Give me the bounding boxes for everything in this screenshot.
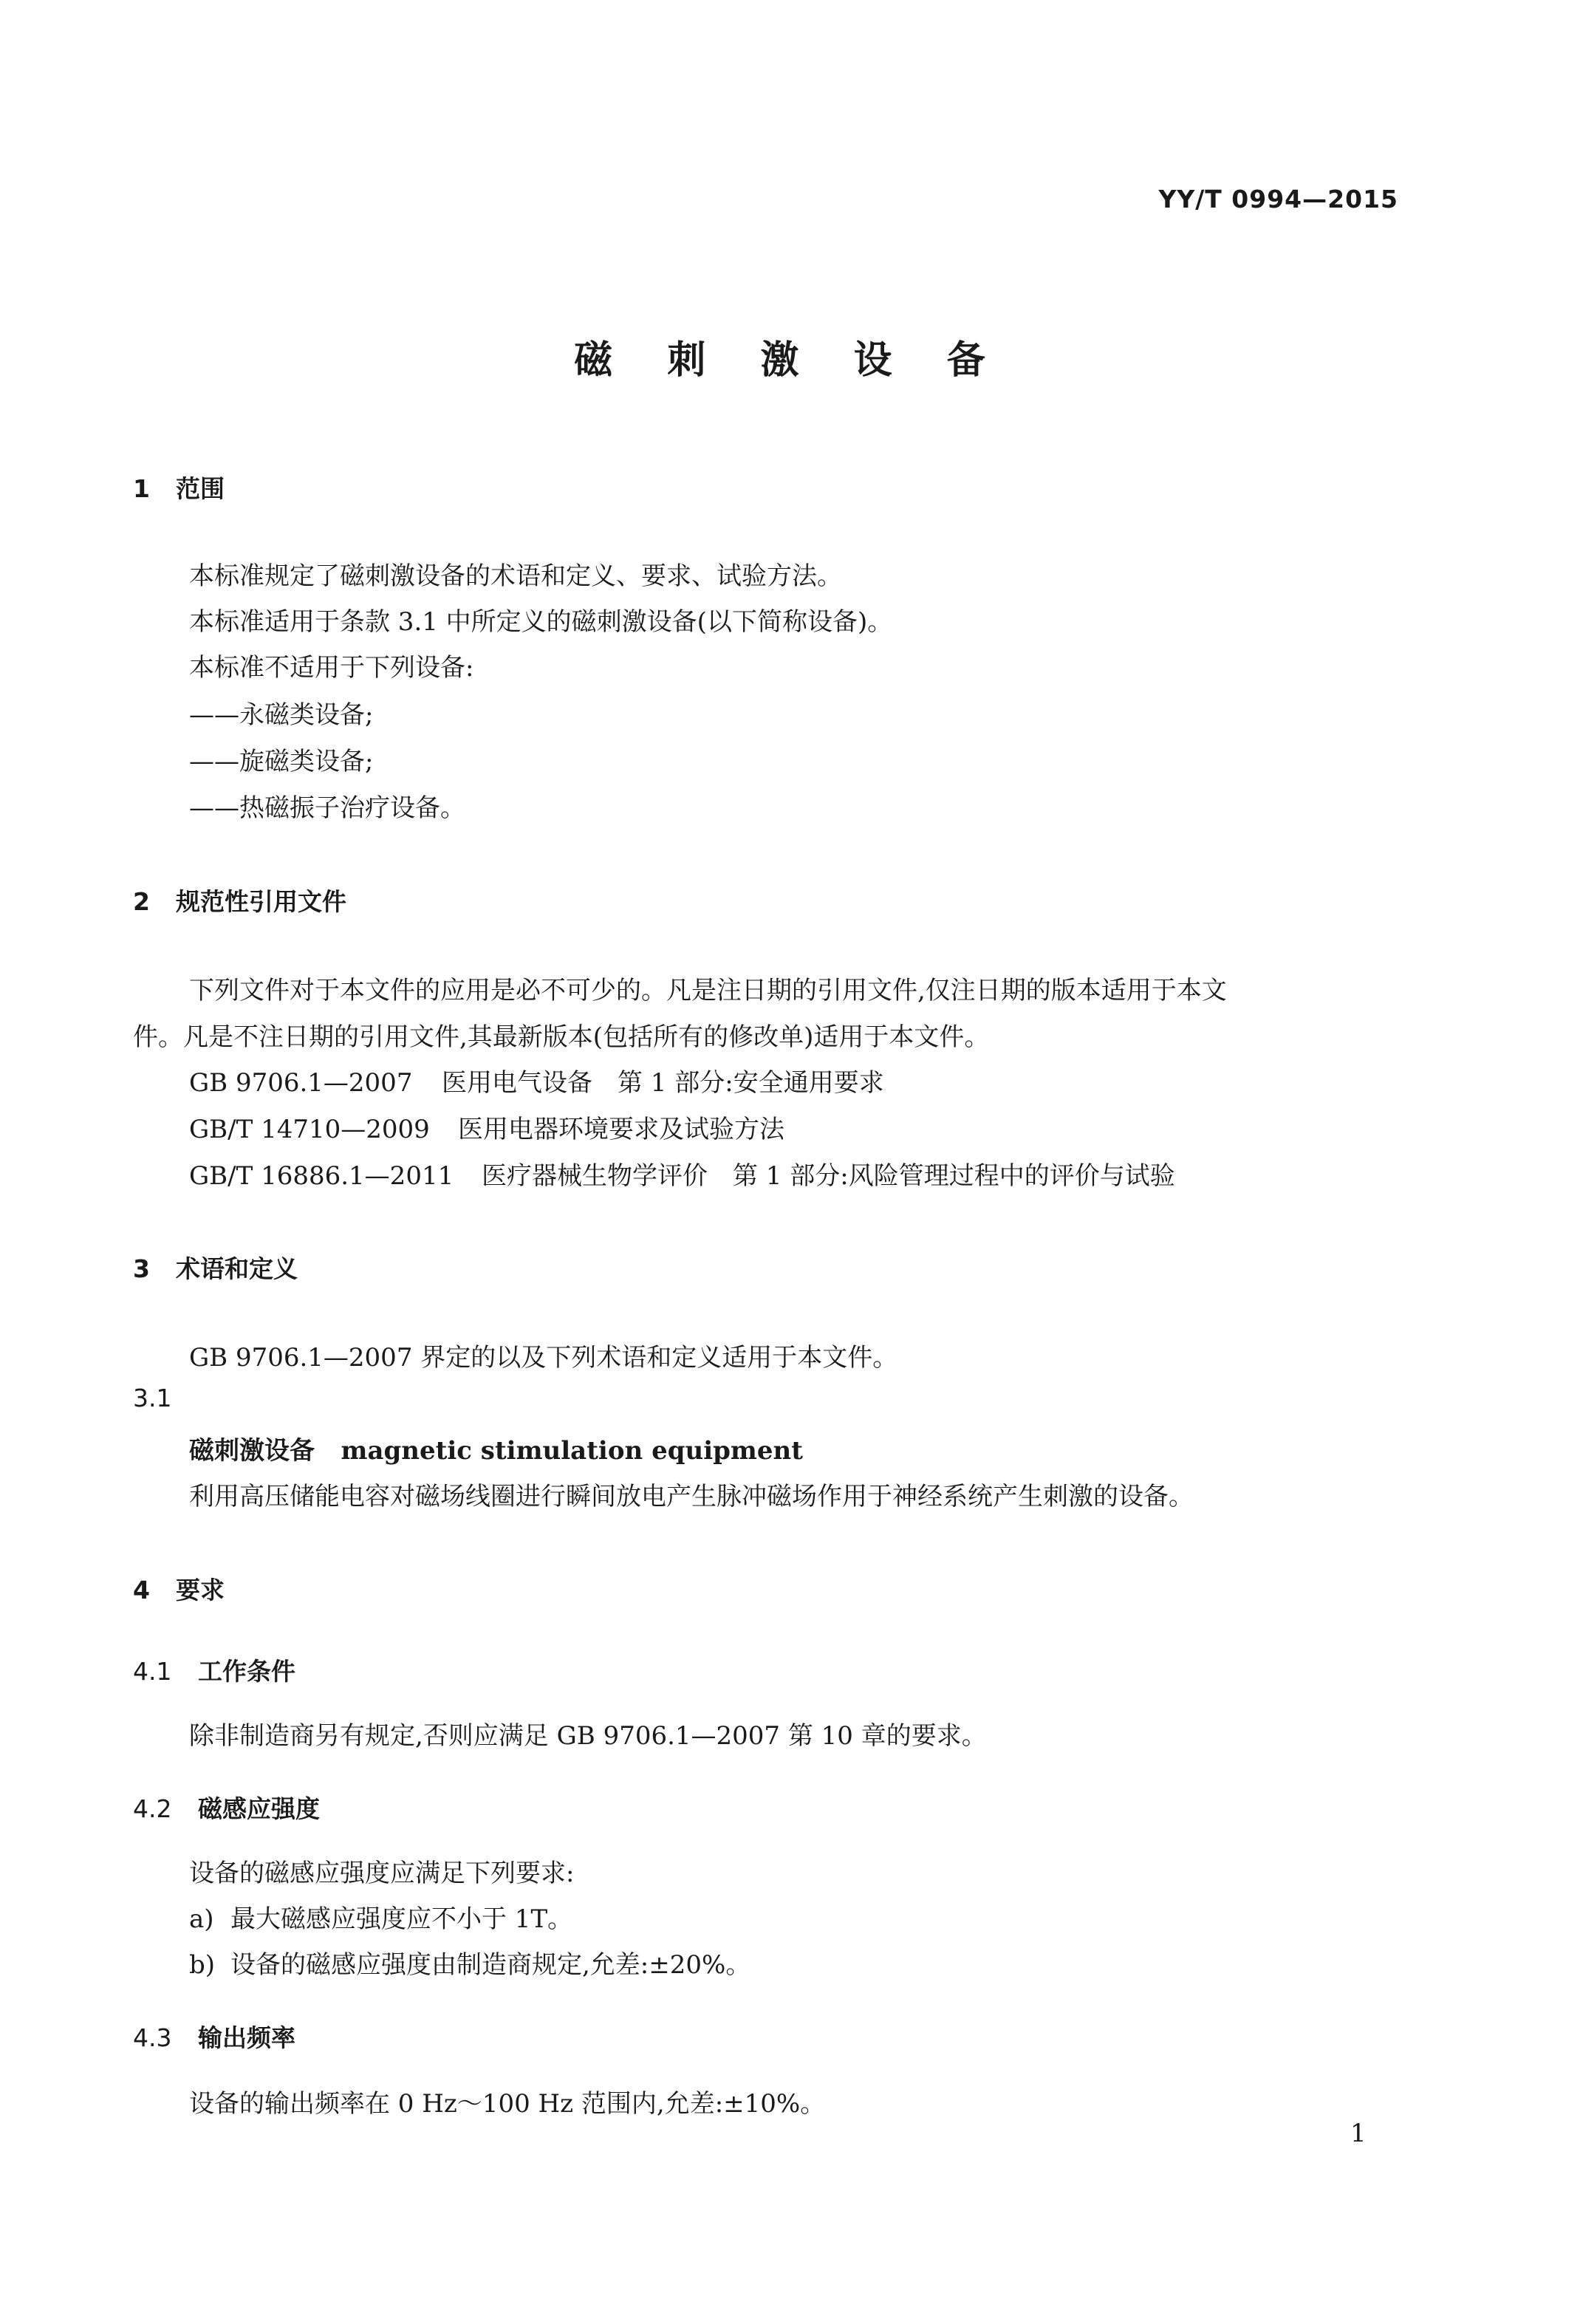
section-number: 3 — [133, 1254, 150, 1283]
definition: 利用高压储能电容对磁场线圈进行瞬间放电产生脉冲磁场作用于神经系统产生刺激的设备。 — [189, 1482, 1194, 1511]
section-title: 要求 — [176, 1576, 225, 1604]
section-title: 术语和定义 — [176, 1254, 298, 1283]
subsection-number: 4.3 — [133, 2023, 172, 2052]
section-number: 4 — [133, 1576, 150, 1604]
subsection-number: 4.2 — [133, 1794, 172, 1823]
reference-item — [189, 1062, 884, 1098]
standard-code: YY/T 0994—2015 — [1158, 185, 1398, 213]
list-item: ——热磁振子治疗设备。 — [189, 793, 465, 823]
reference-code: GB 9706.1—2007 — [189, 1068, 413, 1098]
reference-title: 医用电器环境要求及试验方法 — [458, 1115, 784, 1144]
section-4-heading — [133, 1571, 225, 1606]
subsection-4-2-heading — [133, 1790, 320, 1825]
paragraph: 除非制造商另有规定,否则应满足 GB 9706.1—2007 第 10 章的要求。 — [189, 1721, 987, 1751]
section-number: 2 — [133, 887, 150, 916]
paragraph: GB 9706.1—2007 界定的以及下列术语和定义适用于本文件。 — [189, 1343, 898, 1373]
subsection-title: 输出频率 — [198, 2023, 295, 2052]
paragraph: 本标准不适用于下列设备: — [189, 653, 474, 683]
section-3-heading — [133, 1250, 298, 1285]
term-zh: 磁刺激设备 — [189, 1436, 315, 1466]
list-marker: a) — [189, 1904, 214, 1934]
section-2-heading — [133, 883, 346, 917]
list-item — [189, 1944, 750, 1980]
subsection-number: 3.1 — [133, 1384, 172, 1412]
list-text: 设备的磁感应强度由制造商规定,允差:±20%。 — [230, 1950, 751, 1980]
subsection-title: 工作条件 — [198, 1657, 295, 1686]
subsection-4-1-heading — [133, 1653, 295, 1687]
page-number: 1 — [1350, 2119, 1367, 2148]
paragraph: 设备的输出频率在 0 Hz～100 Hz 范围内,允差:±10%。 — [189, 2089, 826, 2119]
list-marker: b) — [189, 1950, 216, 1980]
section-1-heading — [133, 470, 225, 505]
reference-item — [189, 1155, 1175, 1192]
section-number: 1 — [133, 474, 150, 503]
paragraph: 本标准规定了磁刺激设备的术语和定义、要求、试验方法。 — [189, 561, 842, 591]
reference-title: 医疗器械生物学评价 第 1 部分:风险管理过程中的评价与试验 — [482, 1161, 1175, 1191]
reference-title: 医用电气设备 第 1 部分:安全通用要求 — [442, 1068, 884, 1098]
subsection-number: 4.1 — [133, 1657, 172, 1686]
term-entry — [189, 1430, 803, 1466]
subsection-4-3-heading — [133, 2019, 295, 2054]
list-item: ——永磁类设备; — [189, 700, 374, 730]
list-item: ——旋磁类设备; — [189, 747, 374, 776]
reference-item — [189, 1109, 784, 1145]
list-text: 最大磁感应强度应不小于 1T。 — [230, 1904, 573, 1934]
reference-code: GB/T 16886.1—2011 — [189, 1161, 454, 1191]
paragraph: 下列文件对于本文件的应用是必不可少的。凡是注日期的引用文件,仅注日期的版本适用于本文 — [189, 976, 1227, 1005]
list-item — [189, 1898, 572, 1935]
section-title: 范围 — [176, 474, 225, 503]
term-en: magnetic stimulation equipment — [341, 1436, 803, 1466]
paragraph: 件。凡是不注日期的引用文件,其最新版本(包括所有的修改单)适用于本文件。 — [133, 1022, 990, 1052]
document-title: 磁 刺 激 设 备 — [574, 338, 1006, 383]
subsection-title: 磁感应强度 — [198, 1794, 320, 1823]
section-title: 规范性引用文件 — [176, 887, 346, 916]
paragraph: 设备的磁感应强度应满足下列要求: — [189, 1859, 575, 1888]
paragraph: 本标准适用于条款 3.1 中所定义的磁刺激设备(以下简称设备)。 — [189, 607, 893, 637]
reference-code: GB/T 14710—2009 — [189, 1115, 430, 1144]
